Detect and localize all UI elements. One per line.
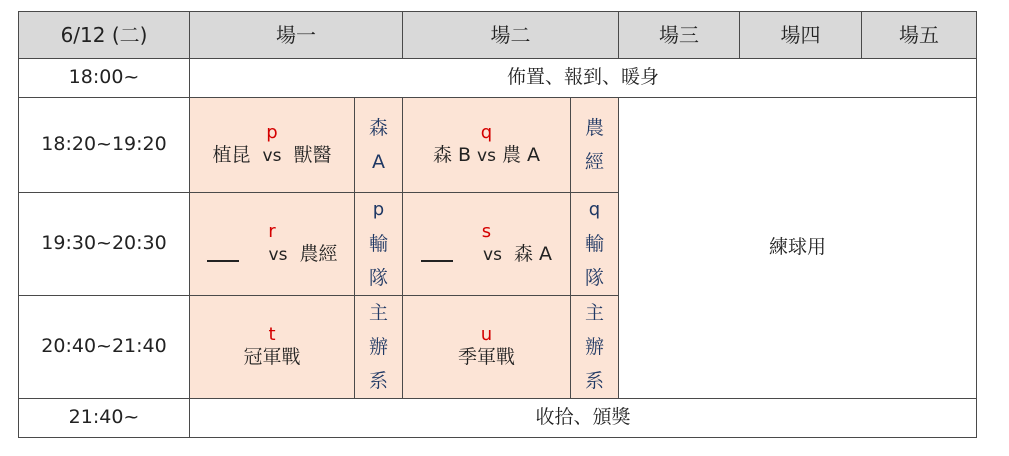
referee-char: 辦 — [368, 336, 388, 358]
referee-char: 辦 — [584, 336, 604, 358]
referee-char: 農 — [584, 117, 604, 139]
game-u — [403, 296, 571, 399]
referee-char: 輸 — [368, 233, 388, 255]
court-1-header: 場一 — [190, 12, 403, 59]
court-2-header: 場二 — [403, 12, 619, 59]
time-cell: 20:40~21:40 — [19, 296, 190, 399]
team-b: 森 A — [513, 243, 552, 266]
row-setup — [19, 59, 977, 98]
referee-char: 主 — [368, 302, 388, 324]
team-b: 獸醫 — [293, 144, 332, 167]
referee-char: A — [372, 151, 385, 173]
blank-team — [207, 260, 239, 262]
court-5-header: 場五 — [862, 12, 977, 59]
time-cell: 21:40~ — [19, 399, 190, 438]
referee-char: 森 — [368, 117, 388, 139]
time-cell: 19:30~20:30 — [19, 193, 190, 296]
team-a: 森 B — [432, 144, 472, 167]
game-code: u — [480, 323, 493, 345]
vs-label: vs — [483, 245, 502, 266]
vs-label: vs — [262, 146, 282, 167]
game-s — [403, 193, 571, 296]
referee-char: 系 — [584, 370, 604, 392]
team-b: 農 A — [501, 144, 541, 167]
date-cell: 6/12 (二) — [19, 12, 190, 59]
game-code: r — [268, 220, 276, 242]
referee-cell — [355, 98, 403, 193]
referee-char: 隊 — [584, 267, 604, 289]
time-cell: 18:20~19:20 — [19, 98, 190, 193]
referee-cell — [571, 296, 619, 399]
referee-char: p — [372, 199, 385, 220]
team-a: 植昆 — [212, 144, 251, 167]
game-code: q — [480, 121, 493, 143]
referee-char: 主 — [584, 302, 604, 324]
game-t — [190, 296, 355, 399]
game-code: p — [266, 121, 278, 143]
game-q — [403, 98, 571, 193]
referee-cell — [355, 193, 403, 296]
referee-char: 經 — [584, 151, 604, 173]
court-3-header: 場三 — [619, 12, 740, 59]
referee-char: q — [588, 199, 601, 220]
game-r — [190, 193, 355, 296]
game-code: t — [268, 323, 276, 345]
team-b: 農經 — [299, 243, 338, 266]
referee-cell — [571, 98, 619, 193]
referee-char: 隊 — [368, 267, 388, 289]
row-slot-1 — [19, 98, 977, 193]
court-4-header: 場四 — [740, 12, 862, 59]
time-cell: 18:00~ — [19, 59, 190, 98]
closing-note: 收拾、頒獎 — [190, 399, 977, 438]
game-p — [190, 98, 355, 193]
final-label: 冠軍戰 — [243, 346, 301, 369]
setup-note: 佈置、報到、暖身 — [190, 59, 977, 98]
game-code: s — [481, 220, 492, 242]
third-place-label: 季軍戰 — [457, 346, 515, 369]
schedule-table — [18, 11, 977, 438]
vs-label: vs — [477, 146, 496, 167]
header-row — [19, 12, 977, 59]
practice-note: 練球用 — [619, 98, 977, 399]
blank-team — [421, 260, 453, 262]
referee-cell — [571, 193, 619, 296]
row-closing — [19, 399, 977, 438]
referee-cell — [355, 296, 403, 399]
referee-char: 輸 — [584, 233, 604, 255]
vs-label: vs — [268, 245, 288, 266]
referee-char: 系 — [368, 370, 388, 392]
